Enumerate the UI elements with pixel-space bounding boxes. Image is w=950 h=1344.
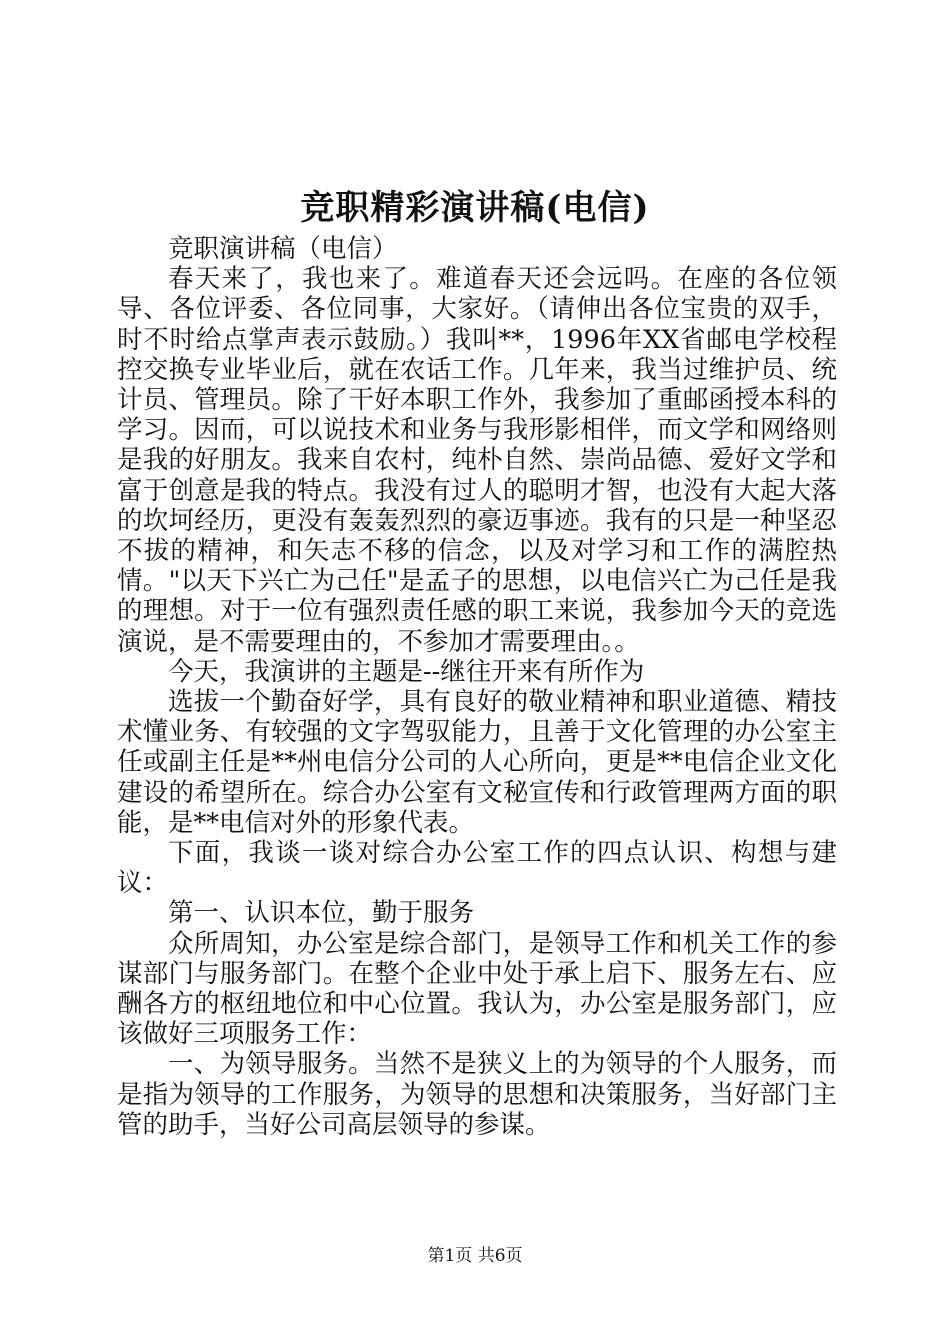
paragraph-outline: 下面，我谈一谈对综合办公室工作的四点认识、构想与建议： bbox=[117, 838, 837, 899]
paragraph-office-role: 众所周知，办公室是综合部门，是领导工作和机关工作的参谋部门与服务部门。在整个企业中处于承上启下、服务左右、应酬各方的枢纽地位和中心位置。我认为，办公室是服务部门，应该做好三项服务工作： bbox=[117, 928, 837, 1050]
page-footer: 第1页 共6页 bbox=[427, 1246, 523, 1266]
document-title: 竞职精彩演讲稿(电信) bbox=[300, 188, 650, 228]
paragraph-heading-first: 第一、认识本位，勤于服务 bbox=[168, 898, 475, 929]
paragraph-selection: 选拔一个勤奋好学，具有良好的敬业精神和职业道德、精技术懂业务、有较强的文字驾驭能力，且善于文化管理的办公室主任或副主任是**州电信分公司的人心所向，更是**电信企业文化建设的希望所在。综合办公室有文秘宣传和行政管理两方面的职能，是**电信对外的形象代表。 bbox=[117, 687, 837, 838]
paragraph-subtitle: 竞职演讲稿（电信） bbox=[168, 234, 398, 264]
paragraph-serve-leaders: 一、为领导服务。当然不是狭义上的为领导的个人服务，而是指为领导的工作服务，为领导的思想和决策服务，当好部门主管的助手，当好公司高层领导的参谋。 bbox=[117, 1049, 837, 1140]
paragraph-intro: 春天来了，我也来了。难道春天还会远吗。在座的各位领导、各位评委、各位同事，大家好。（请伸出各位宝贵的双手，时不时给点掌声表示鼓励。）我叫**，1996年XX省邮电学校程控交换专业毕业后，就在农话工作。几年来，我当过维护员、统计员、管理员。除了干好本职工作外，我参加了重邮函授本科的学习。因而，可以说技术和业务与我形影相伴，而文学和网络则是我的好朋友。我来自农村，纯朴自然、崇尚品德、爱好文学和富于创意是我的特点。我没有过人的聪明才智，也没有大起大落的坎坷经历，更没有轰轰烈烈的豪迈事迹。我有的只是一种坚忍不拔的精神，和矢志不移的信念，以及对学习和工作的满腔热情。"以天下兴亡为己任"是孟子的思想，以电信兴亡为己任是我的理想。对于一位有强烈责任感的职工来说，我参加今天的竞选演说，是不需要理由的，不参加才需要理由。。 bbox=[117, 264, 837, 657]
paragraph-theme: 今天，我演讲的主题是--继往开来有所作为 bbox=[168, 656, 645, 687]
document-body bbox=[117, 234, 837, 1140]
